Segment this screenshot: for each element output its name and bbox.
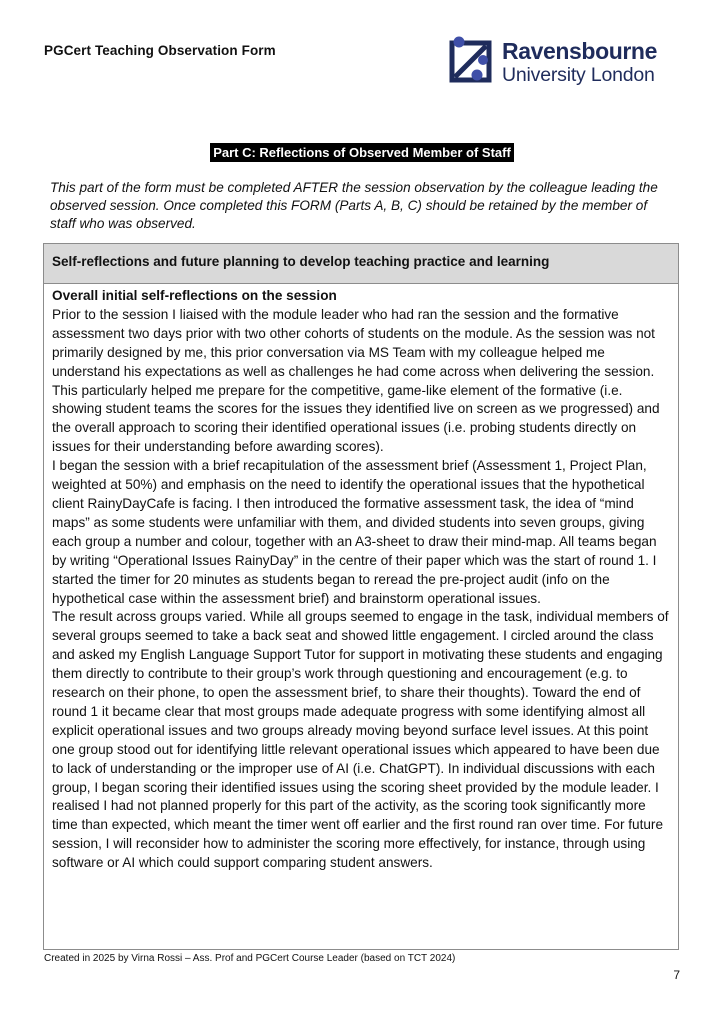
ravensbourne-logo-icon	[447, 34, 495, 86]
reflection-paragraph-3: The result across groups varied. While all groups seemed to engage in the task, individual members of several groups seemed to take a back seat and showed little engagement. I circled around the class and asked my English Language Support Tutor for support in motivating these students and engaging them directly to contribute to their group’s work through questioning and encouragement (e.g. to research on their phone, to open the assessment brief, to share their thoughts). Toward the end of round 1 it became clear that most groups made adequate progress with some identifying almost all explicit operational issues and two groups already moving beyond surface level issues. At this point one group stood out for identifying little relevant operational issues which appeared to have been due to lack of understanding or the improper use of AI (i.e. ChatGPT). In individual discussions with each group, I began scoring their identified issues using the scoring sheet provided by the module leader. I realised I had not planned properly for this part of the activity, as the scoring took significantly more time than expected, which meant the timer went off earlier and the first round ran over time. For future session, I will reconsider how to administer the scoring more effectively, for instance, through using software or AI which could support comparing student answers.	[52, 609, 669, 871]
section-title: Part C: Reflections of Observed Member of Staff	[210, 143, 514, 162]
logo-wordmark-line2: University London	[502, 64, 655, 86]
form-title: PGCert Teaching Observation Form	[44, 43, 276, 58]
table-body	[44, 284, 678, 873]
reflection-table	[43, 243, 679, 950]
footer-credit: Created in 2025 by Virna Rossi – Ass. Prof and PGCert Course Leader (based on TCT 2024)	[44, 953, 456, 964]
reflection-paragraph-2: I began the session with a brief recapitulation of the assessment brief (Assessment 1, Project Plan, weighted at 50%) and emphasis on the need to identify the operational issues that the hypothetical client RainyDayCafe is facing. I then introduced the formative assessment task, the idea of “mind maps” as some students were unfamiliar with them, and divided students into seven groups, giving each group a number and colour, together with an A3-sheet to draw their mind-map. All teams began by writing “Operational Issues RainyDay” in the centre of their paper which was the start of round 1. I started the timer for 20 minutes as students began to reread the pre-project audit (info on the hypothetical case within the assessment brief) and brainstorm operational issues.	[52, 458, 657, 606]
section-intro: This part of the form must be completed AFTER the session observation by the colleague leading the observed session. Once completed this FORM (Parts A, B, C) should be retained by the member of staff who was observed.	[50, 180, 658, 231]
reflection-subheading: Overall initial self-reflections on the session	[52, 288, 337, 303]
reflection-paragraph-1: Prior to the session I liaised with the module leader who had ran the session and the formative assessment two days prior with two other cohorts of students on the module. As the session was not primarily designed by me, this prior conversation via MS Team with my colleague helped me understand his expectations as well as challenges he had come across when delivering the session. This particularly helped me prepare for the competitive, game-like element of the formative (i.e. showing student teams the scores for the issues they identified live on screen as we progressed) and the overall approach to scoring their identified operational issues (i.e. probing students directly on issues for their understanding before awarding scores).	[52, 306, 660, 455]
logo-wordmark-line1: Ravensbourne	[502, 38, 657, 64]
university-logo	[447, 34, 687, 90]
table-header: Self-reflections and future planning to develop teaching practice and learning	[44, 244, 678, 284]
page-number: 7	[673, 968, 680, 982]
